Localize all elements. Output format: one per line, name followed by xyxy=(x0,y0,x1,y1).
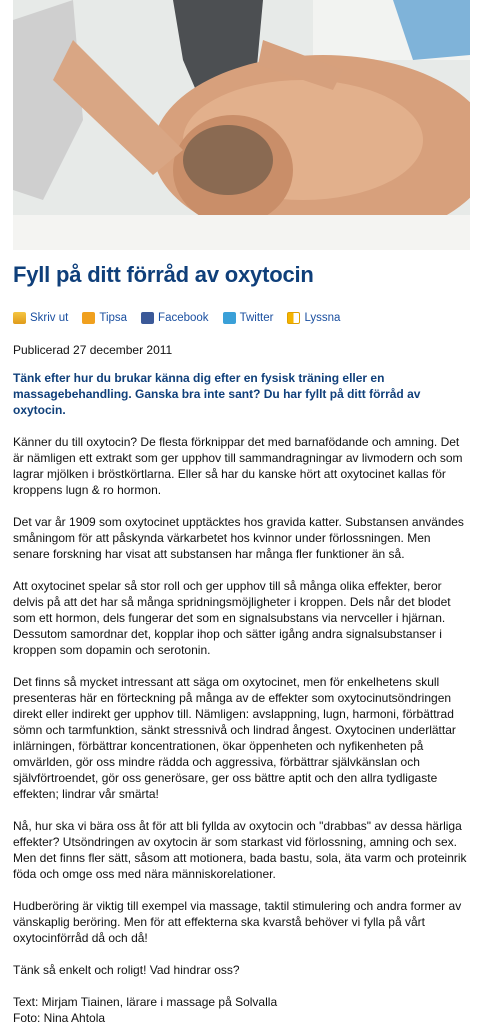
listen-button[interactable] xyxy=(287,312,340,324)
paragraph: Det var år 1909 som oxytocinet upptäcktes hos gravida katter. Substansen användes småningom för att påskynda värkarbetet hos kvinnor under förlossningen. Men senare forskning har visat att substansen har många fler funktioner än så. xyxy=(13,515,464,561)
twitter-button[interactable] xyxy=(223,312,274,324)
paragraph: Hudberöring är viktig till exempel via massage, taktil stimulering och andra former av vänskaplig beröring. Men för att effekterna ska kvarstå behöver vi fylla på vårt oxytocinförråd då och då! xyxy=(13,899,462,945)
paragraph: Tänk så enkelt och roligt! Vad hindrar oss? xyxy=(13,963,240,977)
paragraph: Det finns så mycket intressant att säga om oxytocinet, men för enkelhetens skull presenteras här en förteckning på många av de effekter som oxytocinutsöndringen direkt eller indirekt ger upphov till. Nämligen: avslappning, lugn, harmoni, förbättrad sömn och tarmfunktion, sänkt stressnivå och lindrad ångest. Oxytocinen underlättar inlärningen, förbättrar koncentrationen, ökar öppenheten och nyfikenheten på omvärlden, gör oss mindre rädda och aggressiva, förbättrar självkänslan och självförtroendet, gör oss generösare, ger oss bättre aptit och den allra tydligaste effekten; lindrar vår smärta! xyxy=(13,675,456,801)
publish-date: Publicerad 27 december 2011 xyxy=(13,343,173,357)
article-title: Fyll på ditt förråd av oxytocin xyxy=(13,262,314,287)
twitter-label: Twitter xyxy=(239,312,274,324)
listen-label: Lyssna xyxy=(304,312,341,324)
hero-image xyxy=(13,0,470,250)
massage-photo xyxy=(13,0,470,250)
print-button[interactable] xyxy=(13,312,68,324)
envelope-icon xyxy=(82,312,95,324)
paragraph: Nå, hur ska vi bära oss åt för att bli fyllda av oxytocin och "drabbas" av dessa härliga effekter? Utsöndringen av oxytocin är som starkast vid förlossning, amning och sex. Men det finns fler sätt, såsom att motionera, bada bastu, sola, äta varm och proteinrik föda och omge oss med nära människorelationer. xyxy=(13,819,467,881)
photo-credit: Foto: Nina Ahtola xyxy=(13,1011,106,1025)
article-body xyxy=(13,370,468,1026)
facebook-label: Facebook xyxy=(158,312,209,324)
print-label: Skriv ut xyxy=(30,312,69,324)
article-toolbar xyxy=(13,312,340,324)
text-credit: Text: Mirjam Tiainen, lärare i massage på Solvalla xyxy=(13,995,278,1009)
article-lead: Tänk efter hur du brukar känna dig efter en fysisk träning eller en massagebehandling. Ganska bra inte sant? Du har fyllt på ditt förråd av oxytocin. xyxy=(13,371,421,417)
facebook-button[interactable] xyxy=(141,312,209,324)
printer-icon xyxy=(13,312,26,324)
tips-button[interactable] xyxy=(82,312,127,324)
article-credits xyxy=(13,994,468,1026)
paragraph: Känner du till oxytocin? De flesta förknippar det med barnafödande och amning. Det är nämligen ett extrakt som ger upphov till sammandragningar av livmodern och som lagrar mjölken i bröstkörtlarna. Eller så har du kanske hört att oxytocinet kallas för kroppens lugn & ro hormon. xyxy=(13,435,463,497)
facebook-icon xyxy=(141,312,154,324)
paragraph: Att oxytocinet spelar så stor roll och ger upphov till så många olika effekter, beror delvis på att det har så många spridningsmöjligheter i kroppen. Dels når det blodet som ett hormon, dels fungerar det som en signalsubstans via nervceller i hjärnan. Dessutom samordnar det, kopplar ihop och sätter igång andra signalsubstanser i kroppen som dopamin och serotonin. xyxy=(13,579,451,657)
tips-label: Tipsa xyxy=(99,312,128,324)
speaker-icon xyxy=(287,312,300,324)
twitter-icon xyxy=(223,312,236,324)
